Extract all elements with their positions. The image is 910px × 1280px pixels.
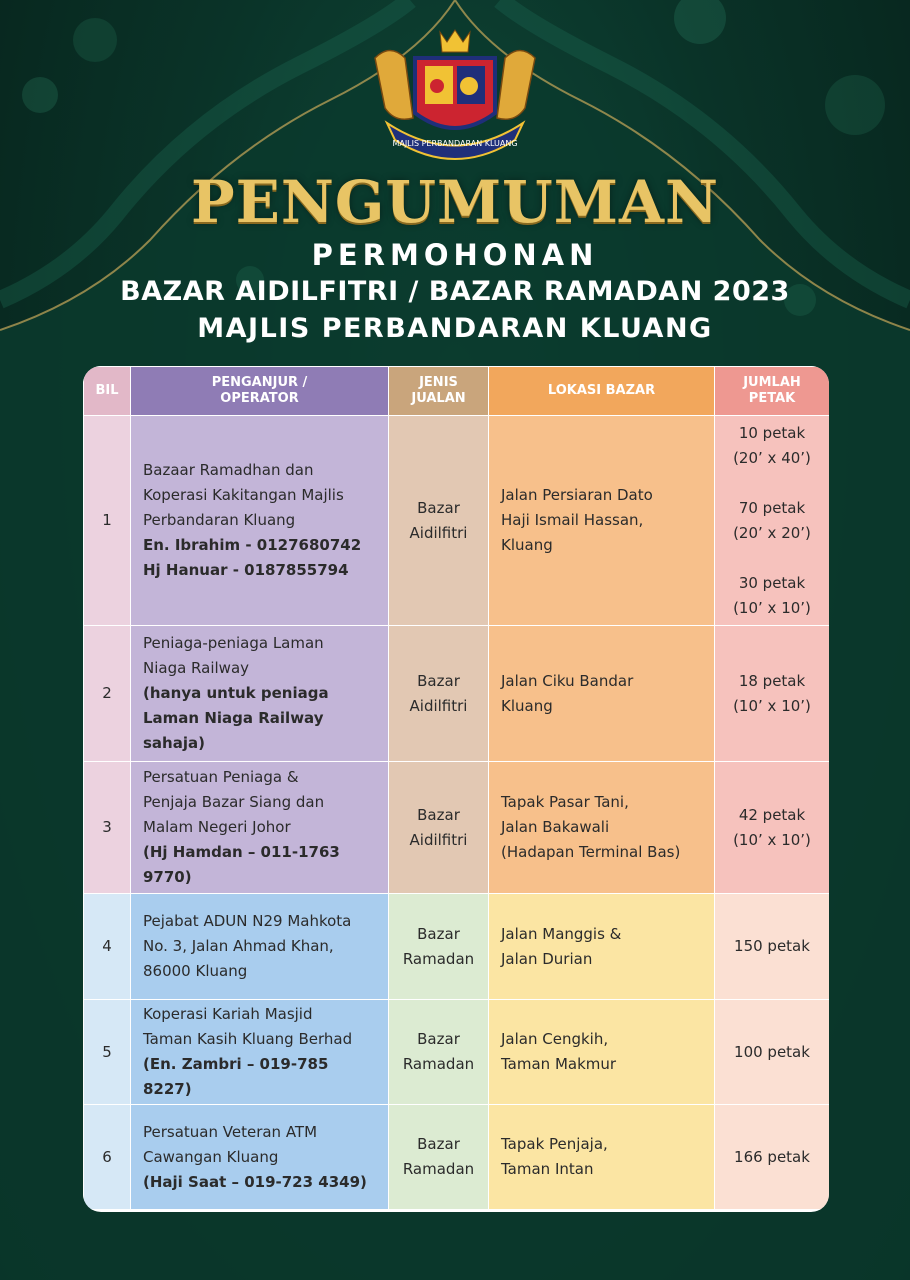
cell-bil: 6 [84, 1105, 131, 1210]
bazaar-table [83, 366, 829, 1212]
subtitle-majlis: MAJLIS PERBANDARAN KLUANG [197, 313, 713, 344]
table-header-row [84, 367, 830, 416]
majlis-perbandaran-kluang-crest-icon [365, 28, 545, 163]
cell-penganjur: Bazaar Ramadhan dan Koperasi Kakitangan Majlis Perbandaran Kluang En. Ibrahim - 0127680742 Hj Hanuar - 0187855794 [131, 416, 389, 626]
cell-jumlah: 100 petak [715, 1000, 830, 1105]
cell-jenis: Bazar Ramadan [389, 1105, 489, 1210]
cell-lokasi: Jalan Cengkih, Taman Makmur [489, 1000, 715, 1105]
cell-bil: 1 [84, 416, 131, 626]
cell-jumlah: 18 petak (10’ x 10’) [715, 626, 830, 762]
table-row [84, 1105, 830, 1210]
cell-penganjur: Koperasi Kariah Masjid Taman Kasih Kluang Berhad (En. Zambri – 019-785 8227) [131, 1000, 389, 1105]
cell-jumlah: 42 petak (10’ x 10’) [715, 762, 830, 894]
cell-jenis: Bazar Ramadan [389, 1000, 489, 1105]
cell-lokasi: Tapak Penjaja, Taman Intan [489, 1105, 715, 1210]
subtitle-bazar: BAZAR AIDILFITRI / BAZAR RAMADAN 2023 [120, 276, 790, 307]
table-row [84, 1000, 830, 1105]
cell-penganjur: Pejabat ADUN N29 Mahkota No. 3, Jalan Ahmad Khan, 86000 Kluang [131, 894, 389, 1000]
cell-jumlah: 10 petak (20’ x 40’) 70 petak (20’ x 20’) 30 petak (10’ x 10’) [715, 416, 830, 626]
cell-jenis: Bazar Aidilfitri [389, 762, 489, 894]
page-title: PENGUMUMAN [191, 168, 719, 236]
cell-bil: 4 [84, 894, 131, 1000]
header-lokasi-bazar: LOKASI BAZAR [489, 367, 715, 416]
header-bil: BIL [84, 367, 131, 416]
cell-bil: 3 [84, 762, 131, 894]
logo-ribbon-text: MAJLIS PERBANDARAN KLUANG [392, 139, 518, 148]
subtitle-permohonan: PERMOHONAN [311, 238, 599, 272]
cell-lokasi: Jalan Persiaran Dato Haji Ismail Hassan, Kluang [489, 416, 715, 626]
header-jumlah-petak: JUMLAH PETAK [715, 367, 830, 416]
cell-penganjur: Peniaga-peniaga Laman Niaga Railway (hanya untuk peniaga Laman Niaga Railway sahaja) [131, 626, 389, 762]
header-penganjur: PENGANJUR / OPERATOR [131, 367, 389, 416]
cell-lokasi: Jalan Manggis & Jalan Durian [489, 894, 715, 1000]
cell-lokasi: Tapak Pasar Tani, Jalan Bakawali (Hadapan Terminal Bas) [489, 762, 715, 894]
table-row [84, 626, 830, 762]
table-row [84, 416, 830, 626]
cell-jumlah: 150 petak [715, 894, 830, 1000]
header-jenis-jualan: JENIS JUALAN [389, 367, 489, 416]
cell-jenis: Bazar Aidilfitri [389, 626, 489, 762]
cell-penganjur: Persatuan Peniaga & Penjaja Bazar Siang dan Malam Negeri Johor (Hj Hamdan – 011-1763 9770) [131, 762, 389, 894]
cell-bil: 2 [84, 626, 131, 762]
cell-jumlah: 166 petak [715, 1105, 830, 1210]
cell-lokasi: Jalan Ciku Bandar Kluang [489, 626, 715, 762]
cell-bil: 5 [84, 1000, 131, 1105]
table-row [84, 894, 830, 1000]
cell-jenis: Bazar Aidilfitri [389, 416, 489, 626]
table-row [84, 762, 830, 894]
cell-penganjur: Persatuan Veteran ATM Cawangan Kluang (Haji Saat – 019-723 4349) [131, 1105, 389, 1210]
cell-jenis: Bazar Ramadan [389, 894, 489, 1000]
